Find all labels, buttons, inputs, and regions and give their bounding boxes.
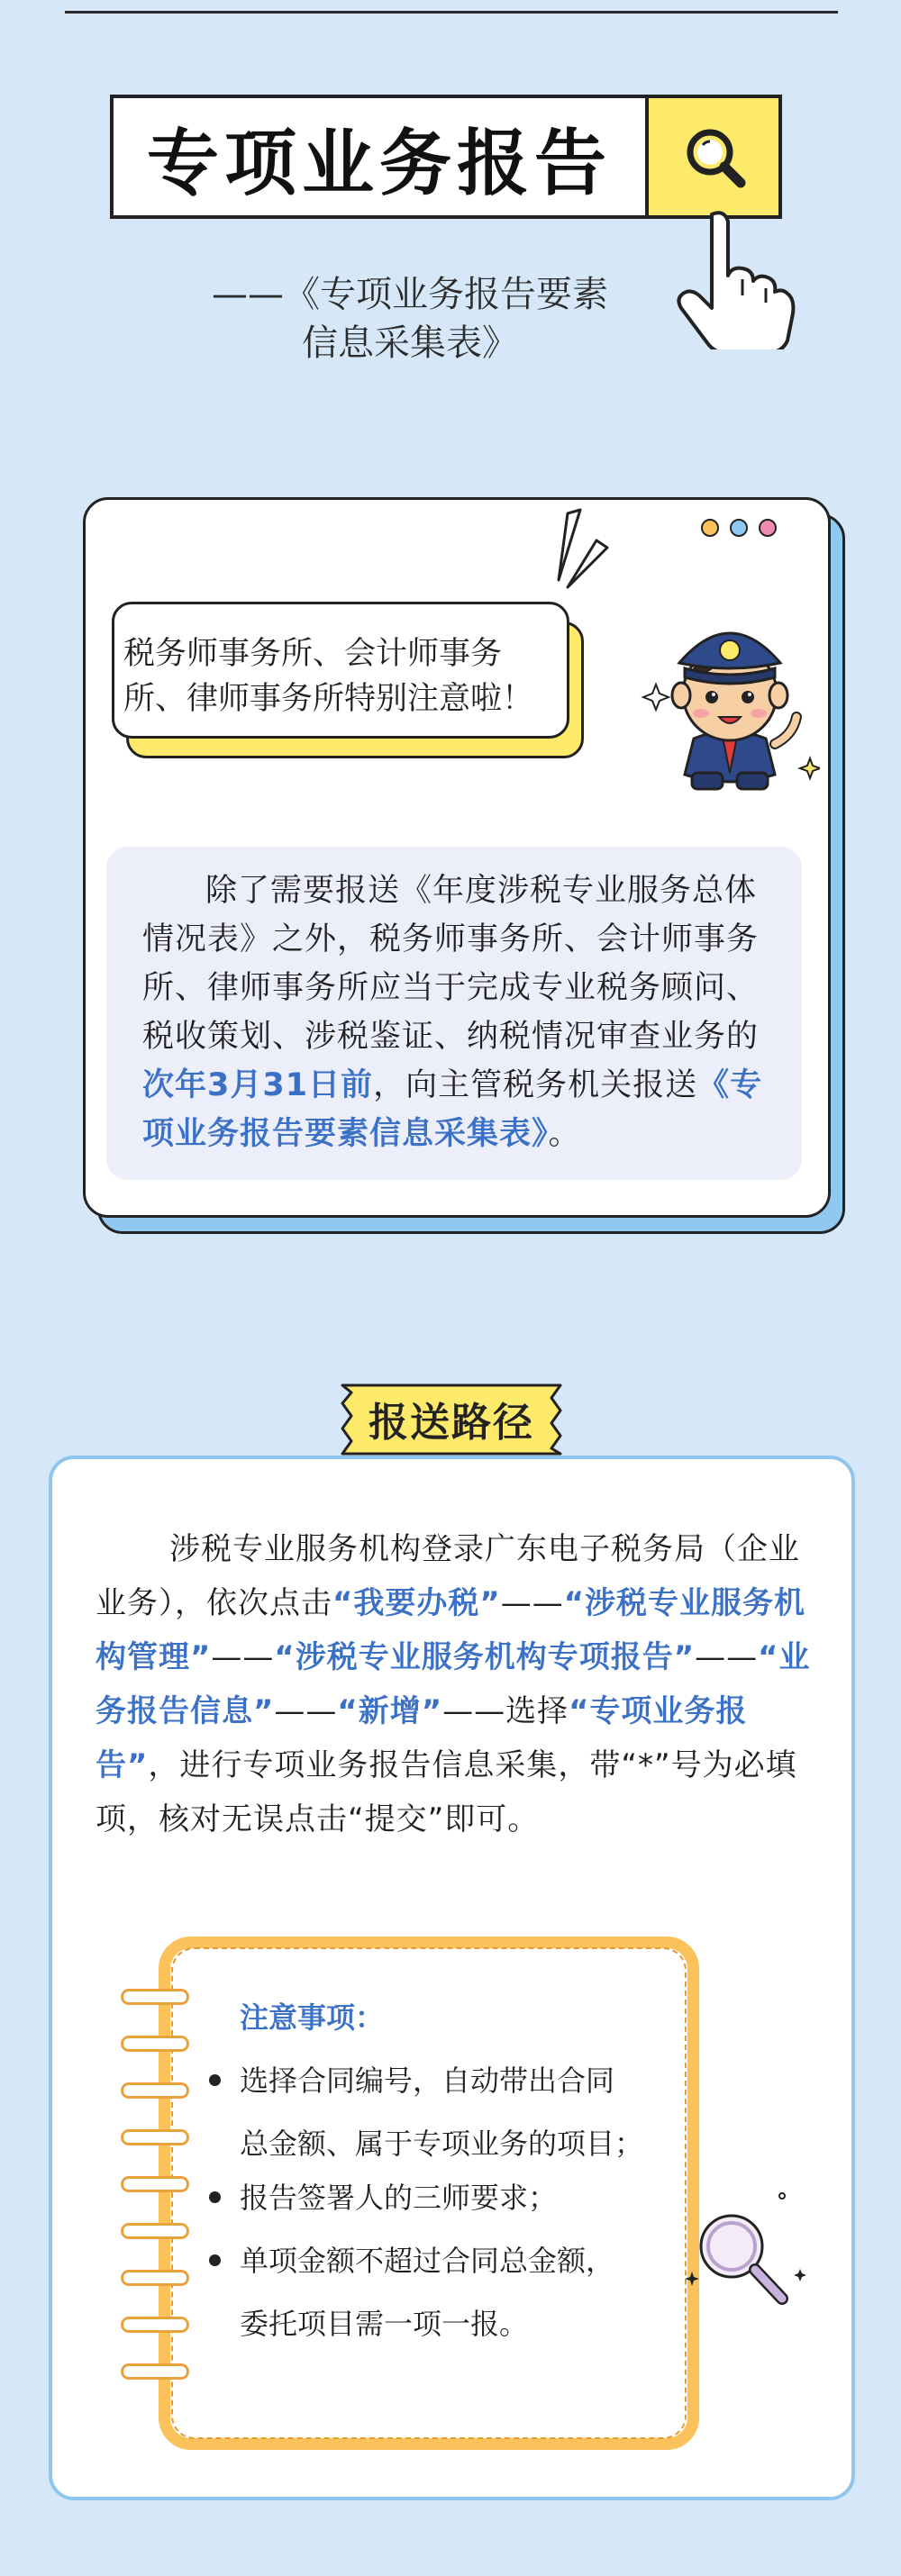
- bullet-icon: [209, 2254, 221, 2266]
- note-item-1-line-2: 总金额、属于专项业务的项目；: [240, 2127, 644, 2161]
- section-tag-label: 报送路径: [369, 1400, 534, 1446]
- notepad-ring: [121, 2223, 189, 2239]
- notice-body-highlight-text: 次年3月31日前: [142, 1067, 374, 1103]
- bullet-icon: [209, 2074, 221, 2086]
- notepad-ring: [121, 2363, 189, 2380]
- path-body-highlight-text: “业务报告信息”: [96, 1639, 811, 1729]
- notepad-ring: [121, 2270, 189, 2286]
- subtitle-line-1: ——《专项业务报告要素: [212, 274, 608, 315]
- path-body-highlight-text: “专项业务报告”: [96, 1693, 748, 1783]
- bubble-line-1: 税务师事务所、会计师事务: [123, 636, 503, 672]
- window-dot-pink: [759, 519, 777, 537]
- path-body-text: ，进行专项业务报告信息采集，带“*”号为必填项，核对无误点击“提交”即可。: [96, 1747, 797, 1837]
- path-body-text: ——: [500, 1585, 564, 1621]
- notepad-ring: [121, 2317, 189, 2333]
- notepad-ring: [121, 2036, 189, 2052]
- note-item-3-line-2: 委托项目需一项一报。: [240, 2307, 529, 2341]
- note-item-2-line-1: 报告签署人的三师要求；: [240, 2181, 558, 2215]
- notepad-ring: [121, 1989, 189, 2005]
- note-item-1-line-1: 选择合同编号，自动带出合同: [240, 2064, 615, 2098]
- path-body-text: ——: [211, 1639, 275, 1675]
- path-body-highlight-text: “新增”: [337, 1693, 443, 1729]
- path-body-text: 涉税专业服务机构登录广东电子税务局（企业业务），依次点击: [96, 1531, 800, 1621]
- top-divider: [65, 11, 838, 14]
- window-dot-blue: [730, 519, 748, 537]
- notice-body-highlight-text: 《专项业务报告要素信息采集表》: [142, 1067, 763, 1152]
- pointing-hand-icon: [665, 205, 800, 349]
- title-search-box: [110, 95, 649, 219]
- search-icon: [649, 98, 778, 219]
- path-body-highlight-text: “我要办税”: [332, 1585, 501, 1621]
- tax-officer-mascot-icon: [640, 585, 820, 802]
- speech-bubble: [112, 602, 569, 739]
- path-body-text: ——选择: [442, 1693, 569, 1729]
- notice-body-text: 。: [548, 1116, 581, 1152]
- notepad-ring: [121, 2082, 189, 2099]
- path-body-text: ——: [695, 1639, 759, 1675]
- search-button: [649, 95, 782, 219]
- window-dot-yellow: [701, 519, 719, 537]
- notes-title: 注意事项：: [240, 2000, 385, 2035]
- path-body-text: ——: [274, 1693, 338, 1729]
- bullet-icon: [209, 2191, 221, 2203]
- page-title: 专项业务报告: [147, 121, 612, 205]
- notepad-ring: [121, 2129, 189, 2145]
- magnifier-icon: [676, 2187, 811, 2331]
- subtitle: [176, 270, 644, 367]
- path-body: [96, 1522, 816, 1846]
- note-item-3-line-1: 单项金额不超过合同总金额，: [240, 2244, 615, 2278]
- path-body-highlight-text: “涉税专业服务机构专项报告”: [274, 1639, 696, 1675]
- path-body-highlight-text: “涉税专业服务机构管理”: [96, 1585, 806, 1675]
- emphasis-lines-icon: [550, 504, 631, 594]
- subtitle-line-2: 信息采集表》: [302, 322, 518, 364]
- notepad-ring: [121, 2176, 189, 2192]
- notice-body: [106, 847, 802, 1180]
- notice-body-text: 除了需要报送《年度涉税专业服务总体情况表》之外，税务师事务所、会计师事务所、律师事务所应当于完成专业税务顾问、税收策划、涉税鉴证、纳税情况审查业务的: [142, 873, 760, 1055]
- bubble-line-2: 所、律师事务所特别注意啦！: [123, 681, 534, 717]
- notice-body-text: ，向主管税务机关报送: [373, 1067, 698, 1103]
